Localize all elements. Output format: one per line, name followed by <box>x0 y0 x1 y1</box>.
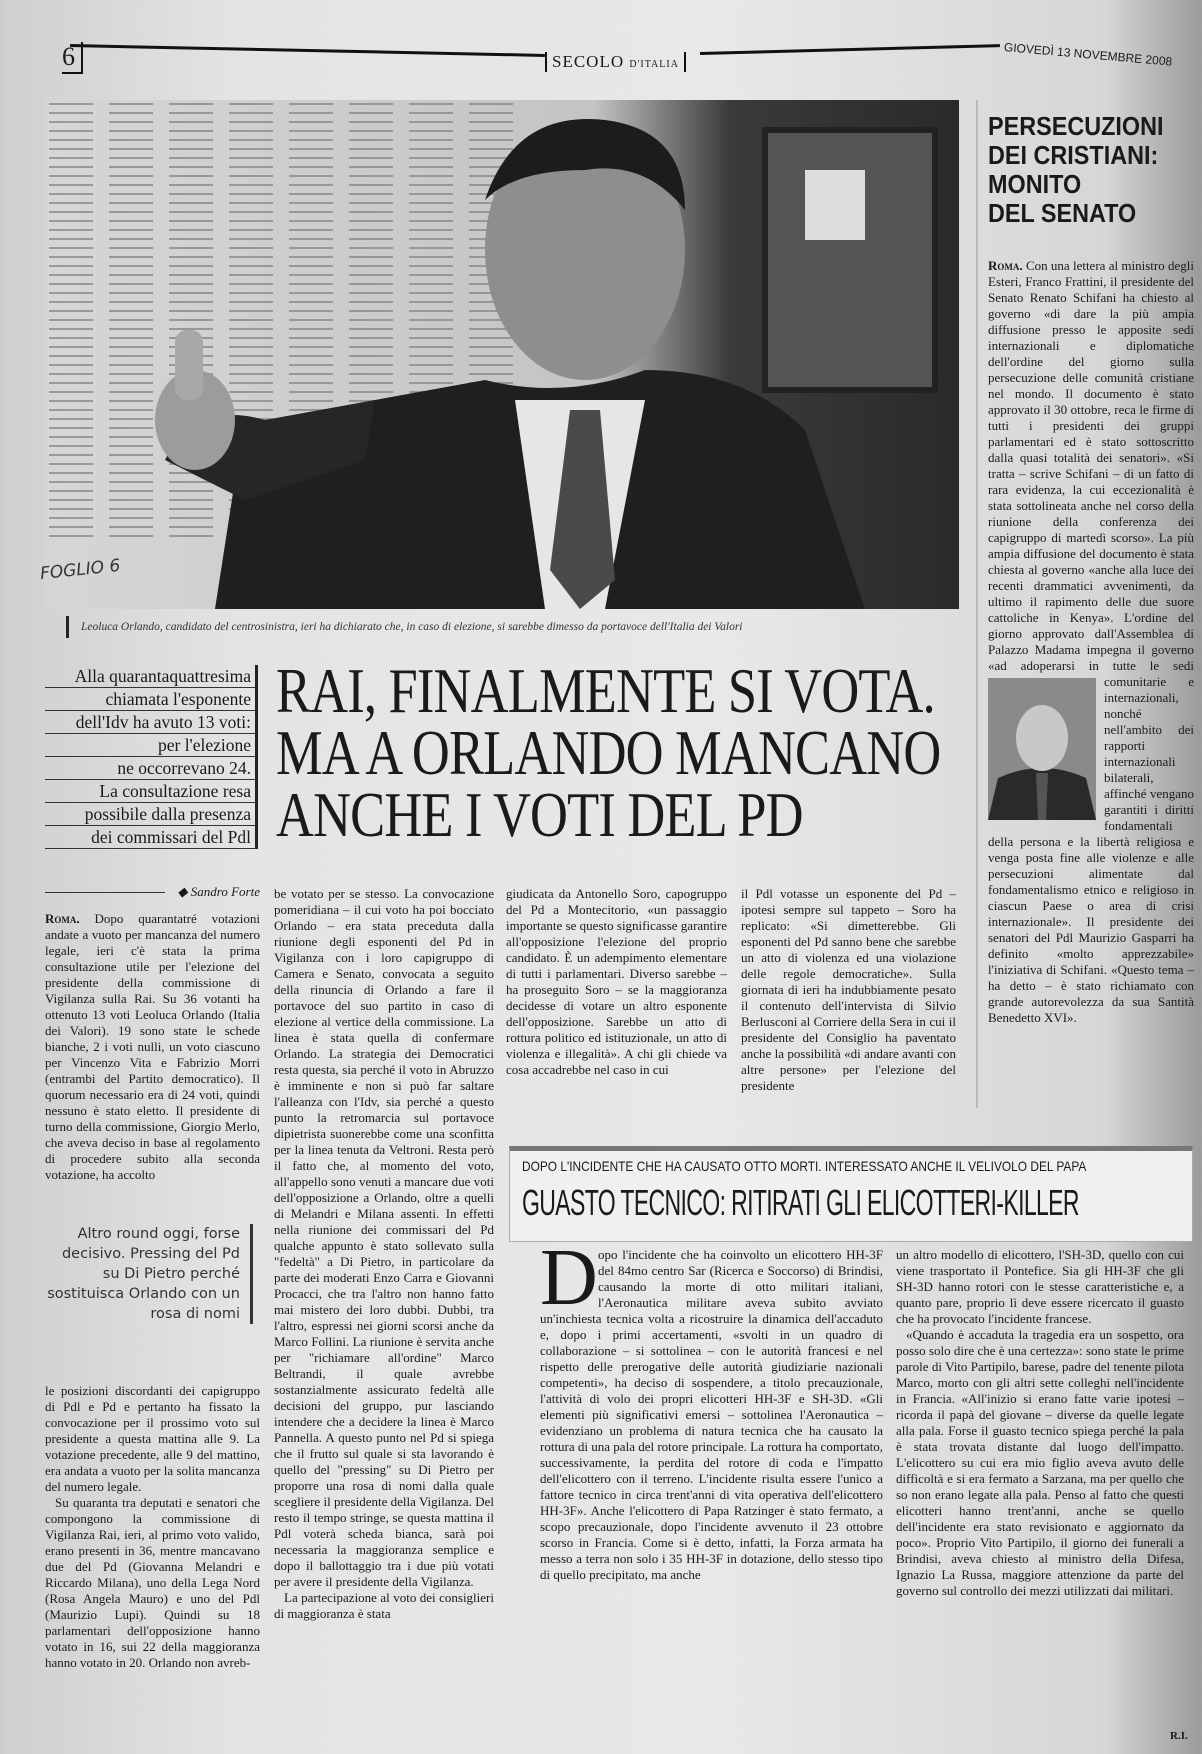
sidebar-headline-line: DEI CRISTIANI: <box>988 140 1159 170</box>
sidebar-headline <box>988 112 1177 228</box>
deck-line: dell'Idv ha avuto 13 voti: <box>45 711 255 734</box>
masthead-small: D'ITALIA <box>629 59 679 70</box>
deck-line: chiamata l'esponente <box>45 688 255 711</box>
body-text: La partecipazione al voto dei consiglieri di maggioranza è stata <box>274 1590 494 1621</box>
body-text: «Quando è accaduta la tragedia era un sospetto, ora posso solo dire che è una certezza»: sono state le prime parole di Vito Partipilo, barese, padre del tenente pilota Marco, morto con gli altri sette colleghi nell'incidente in Francia. «All'inizio si erano fatte varie ipotesi – ricorda il papà del giovane – diverse da quelle legate alla pala. Forse il guasto tecnico spiega perché la pala è stata trovata distante dal luogo dell'impatto. L'elicottero su cui era mio figlio aveva avuto delle difficoltà e si era fermato a Sarzana, ma per quello che so non erano legate alla pala. Penso al fatto che questi elicotteri hanno trent'anni, anche se quello dell'incidente era stato revisionato e aggiornato da poco». Proprio Vito Partipilo, il giorno dei funerali a Brindisi, aveva chiesto al ministro della Difesa, Ignazio La Russa, maggiore attenzione da parte del governo sul controllo dei mezzi utilizzati dai militari. <box>896 1327 1184 1598</box>
author-name: Sandro Forte <box>190 884 260 899</box>
body-text: opo l'incidente che ha coinvolto un elicottero HH-3F del 84mo centro Sar (Ricerca e Soccorso) di Brindisi, causando la morte di otto militari italiani, l'Aeronautica militare aveva subito avviato un'inchiesta tecnica volta a ricostruire la dinamica dell'accaduto e, dopo i primi accertamenti, «svolti in un quadro di collaborazione – si sottolinea – con le autorità francesi e nel rispetto delle prerogative delle autorità giudiziarie nazionali competenti», ha deciso di sospendere, a titolo precauzionale, l'attività di volo dei propri elicotteri HH-3F e SH-3D. «Gli elementi più significativi emersi – sottolinea l'Aeronautica – evidenziano un problema di natura tecnica che ha causato la rottura di una pala del rotore principale. La rottura ha comportato, successivamente, la perdita del rotore di coda e l'impatto dell'elicottero con il terreno. L'incidente risulta essere l'unico a fattore tecnico in circa trent'anni di vita operativa dell'elicottero HH-3F». Anche l'elicottero di Papa Ratzinger è stato fermato, a scopo precauzionale, dopo l'incidente avvenuto il 23 ottobre scorso in Francia. Come si è detto, infatti, la Forza armata ha messo a terra non solo i 35 HH-3F in dotazione, dello stesso tipo di quello precipitato, ma anche <box>540 1247 883 1582</box>
headline-line: MA A ORLANDO MANCANO <box>276 717 941 788</box>
sidebar-headline-line: MONITO <box>988 169 1082 199</box>
sidebar-headline-line: PERSECUZIONI <box>988 111 1164 141</box>
byline: ◆ Sandro Forte <box>45 884 260 900</box>
body-text: Con una lettera al ministro degli Esteri, Franco Frattini, il presidente del Senato Renato Schifani ha chiesto al governo «di dare la più ampia diffusione presso le apposite sedi internazionali e diplomatiche dell'ordine del giorno sulla persecuzione delle comunità cristiane nel mondo. Il documento è stato approvato il 30 ottobre, reca le firme di tutti i presidenti dei gruppi parlamentari ed è stato sottoscritto dalla quasi totalità dei senatori». «Si tratta – scrive Schifani – di un fatto di rara evidenza, la cui eccezionalità è stata sottolineata anche nel corso della riunione della conferenza dei capigruppo di martedì scorso». La più ampia diffusione del documento è stata chiesta al governo «anche alla luce dei recenti drammatici avvenimenti, da ultimo il rapimento delle due suore cattoliche in Kenya». L'ordine del giorno approvato dall'Assemblea di Palazzo Madama impegna il governo «ad adoperarsi in tutte le sedi comunitarie e internazionali, nonché nell'ambito dei rapporti internazionali bilaterali, affinché vengano garantiti i diritti fondamentali della persona e la libertà religiosa e venga posta fine alle violenze e alle persecuzioni alimentate dal fondamentalismo etnico e religioso in ciascun Paese o area di crisi internazionale». Il presidente dei senatori del Pdl Maurizio Gasparri ha definito «molto apprezzabile» l'iniziativa di Schifani. «Questo tema – ha detto – è stato richiamato con grande autorevolezza da sua Santità Benedetto XVI». <box>988 258 1194 1025</box>
body-text: il Pdl votasse un esponente del Pd – ipotesi sempre sul tappeto – Soro ha replicato: «Si dimetterebbe. Gli esponenti del Pd sanno bene che sarebbe un atto di violenza ed una violazione delle regole democratiche». Sulla giornata di ieri ha indubbiamente pesato il contenuto dell'intervista di Silvio Berlusconi al Corriere della Sera in cui il presidente del Consiglio ha paventato anche la possibilità «di andare avanti con altre persone» per l'elezione del presidente <box>741 886 956 1093</box>
sidebar-dateline: Roma. <box>988 258 1023 273</box>
bottom-article-headline: GUASTO TECNICO: RITIRATI GLI ELICOTTERI-KILLER <box>522 1182 1079 1223</box>
header-rule-left <box>70 44 545 57</box>
deck-line: La consultazione resa <box>45 780 255 803</box>
dateline: Roma. <box>45 911 80 926</box>
bottom-article-column-a <box>540 1247 883 1727</box>
photo-caption: Leoluca Orlando, candidato del centrosinistra, ieri ha dichiarato che, in caso di elezione, si sarebbe dimesso da portavoce dell'Italia dei Valori <box>66 616 961 638</box>
masthead-name: SECOLO <box>552 52 625 71</box>
bottom-article-column-b <box>896 1247 1184 1727</box>
deck-line: possibile dalla presenza <box>45 803 255 826</box>
body-text: Dopo quarantatré votazioni andate a vuoto per mancanza del numero legale, ieri c'è stata la prima consultazione utile per l'elezione del presidente della commissione di Vigilanza sulla Rai. Su 36 votanti ha ottenuto 13 voti Leoluca Orlando (Italia dei Valori). 19 sono state le schede bianche, 2 i voti nulli, un voto ciascuno per Vincenzo Vita e Fabrizio Morri (entrambi del Partito democratico). Il quorum necessario era di 24 voti, quindi nessuno è stato eletto. Il presidente di turno della commissione, Giorgio Merlo, che aveva deciso in base al regolamento di procedere subito alla seconda votazione, ha accolto <box>45 911 260 1182</box>
main-headline <box>276 655 941 850</box>
deck-line: ne occorrevano 24. <box>45 757 255 780</box>
sidebar-headline-line: DEL SENATO <box>988 198 1137 228</box>
bottom-article-kicker: DOPO L'INCIDENTE CHE HA CAUSATO OTTO MORTI. INTERESSATO ANCHE IL VELIVOLO DEL PAPA <box>522 1158 1087 1174</box>
issue-date: GIOVEDÌ 13 NOVEMBRE 2008 <box>1003 40 1173 69</box>
photo-politician-thumbs-up <box>45 100 959 609</box>
article-deck <box>45 665 258 849</box>
pull-quote: Altro round oggi, forse decisivo. Pressing del Pd su Di Pietro perché sostituisca Orlando con un rosa di nomi <box>45 1224 253 1324</box>
author-signature: R.I. <box>1170 1730 1188 1742</box>
headline-line: ANCHE I VOTI DEL PD <box>276 779 803 850</box>
page-number: 6 <box>62 42 83 74</box>
body-text: le posizioni discordanti dei capigruppo di Pdl e Pd e pertanto ha fissato la convocazione per il prossimo voto sul presidente a questa mattina alle 9. La votazione precedente, alle 9 del mattino, era andata a vuoto per la solita mancanza del numero legale. <box>45 1383 260 1494</box>
header-rule-right <box>700 44 1000 55</box>
sidebar-body <box>988 258 1194 1106</box>
body-text: giudicata da Antonello Soro, capogruppo del Pd a Montecitorio, «un passaggio importante se questo significasse garantire all'opposizione l'elezione del proprio candidato. È un adempimento elementare di tutti i parlamentari. Diverso sarebbe – ha proseguito Soro – se la maggioranza decidesse di votare un altro esponente dell'opposizione. Sarebbe un atto di rottura politico ed istituzionale, un atto di violenza e illegalità». A chi gli chiede va cosa accadrebbe nel caso in cui <box>506 886 727 1077</box>
article-column-2 <box>274 886 494 1750</box>
body-text: be votato per se stesso. La convocazione pomeridiana – il cui voto ha poi bocciato Orlando – era stata preceduta dalla riunione degli esponenti del Pd in Vigilanza con i loro capigruppo di Camera e Senato, convocata a seguito della rinuncia di Orlando a fare il portavoce del suo partito in caso di elezione al vertice della commissione. La linea è stata quella di confermare Orlando. La strategia dei Democratici resta questa, sia perché il voto in Abruzzo è imminente e non si può far saltare l'alleanza con l'Idv, sia perché a questo punto la retromarcia sul portavoce dipietrista suonerebbe come una sconfitta per la linea tenuta da Veltroni. Resta però il fatto che, al momento del voto, all'appello sono venuti a mancare due voti dell'opposizione a Orlando, oltre a quelli di Melandri e Milana assenti. In effetti nella riunione dei commissari del Pd qualche appunto è stato sollevato sulla "fedeltà" a Di Pietro, in particolare da parte dei moderati Enzo Carra e Giovanni Procacci, che tra l'altro non hanno fatto mai mistero dei loro dubbi. Dubbi, tra l'altro, espressi nei giorni scorsi anche da Marco Follini. La riunione è servita anche per "richiamare all'ordine" Marco Beltrandi, il quale avrebbe sostanzialmente assicurato fedeltà alle decisioni del gruppo, pur lasciando intendere che a decidere la linea è Marco Pannella. A questo punto nel Pd si spiega che il frutto sul quale si sta lavorando è quello del "pressing" su Di Pietro per proporre una rosa di nomi dalla quale scegliere il presidente della Vigilanza. Del resto il tempo stringe, se questa mattina il Pdl voterà scheda bianca, sarà poi necessaria la maggioranza semplice e dopo il ballottaggio tra i due più votati per avere il presidente della Vigilanza. <box>274 886 494 1589</box>
article-column-4 <box>741 886 956 1110</box>
deck-line: Alla quarantaquattresima <box>45 665 255 688</box>
handwritten-note: FOGLIO 6 <box>39 555 122 585</box>
body-text: un altro modello di elicottero, l'SH-3D, quello con cui viene trasportato il Pontefice. Sia gli HH-3F che gli SH-3D hanno rotori con le stesse caratteristiche e, a quanto pare, proprio lì deve essere ricercato il guasto che ha provocato l'incidente francese. <box>896 1247 1184 1326</box>
main-photo <box>45 100 959 609</box>
headline-line: RAI, FINALMENTE SI VOTA. <box>276 655 935 726</box>
deck-line: per l'elezione <box>45 734 255 757</box>
masthead <box>545 52 686 72</box>
drop-cap: D <box>540 1247 598 1322</box>
body-text: Su quaranta tra deputati e senatori che compongono la commissione di Vigilanza Rai, ieri, al primo voto valido, erano presenti in 36, mentre mancavano due del Pd (Giovanna Melandri e Riccardo Milana), uno della Lega Nord (Rosa Angela Mauro) e uno del Pdl (Maurizio Lupi). Quindi su 18 parlamentari dell'opposizione hanno votato in 16, sui 22 della maggioranza hanno votato in 20. Orlando non avreb- <box>45 1495 260 1670</box>
article-column-1a <box>45 911 260 1215</box>
senator-portrait <box>988 678 1096 820</box>
article-column-3 <box>506 886 727 1110</box>
deck-line: dei commissari del Pdl <box>45 826 255 849</box>
article-column-1b <box>45 1383 260 1751</box>
sidebar-photo <box>988 678 1096 820</box>
